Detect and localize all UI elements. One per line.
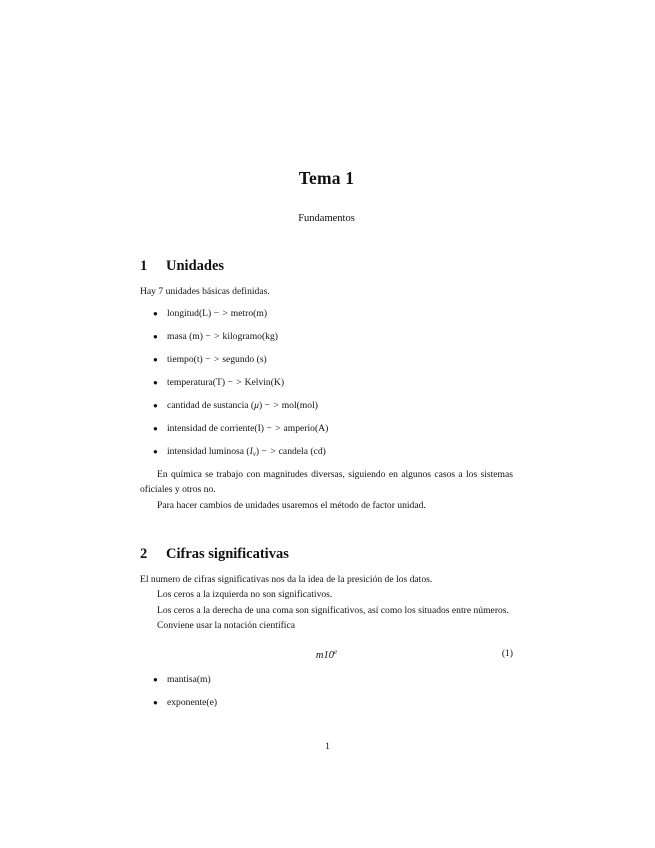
bullet-icon: ● bbox=[153, 377, 158, 387]
bullet-icon: ● bbox=[153, 446, 158, 456]
unit-value: Kelvin(K) bbox=[244, 376, 285, 388]
section-heading-cifras-significativas bbox=[140, 546, 513, 563]
arrow-symbol: − > bbox=[261, 445, 277, 457]
list-item bbox=[140, 308, 513, 320]
unit-name: tiempo(t) bbox=[167, 353, 203, 365]
document-content bbox=[140, 168, 513, 709]
bullet-icon: ● bbox=[153, 331, 158, 341]
bullet-icon: ● bbox=[153, 698, 158, 708]
luminous-intensity-symbol: I bbox=[249, 445, 253, 457]
notation-part-label: exponente(e) bbox=[167, 697, 218, 709]
list-item bbox=[140, 446, 513, 458]
bullet-icon: ● bbox=[153, 423, 158, 433]
page-subtitle: Fundamentos bbox=[298, 213, 355, 224]
equation-expression bbox=[140, 648, 513, 663]
list-item bbox=[140, 377, 513, 389]
arrow-symbol: − > bbox=[266, 422, 282, 434]
section-number: 2 bbox=[140, 545, 148, 562]
unit-name: intensidad de corriente(I) bbox=[167, 422, 264, 434]
unit-value: metro(m) bbox=[230, 307, 268, 319]
section-2-paragraph-3: Los ceros a la derecha de una coma son significativos, así como los situados entre números. bbox=[157, 604, 509, 616]
unit-value: segundo (s) bbox=[222, 353, 267, 365]
unit-value: candela (cd) bbox=[278, 445, 326, 457]
page-number: 1 bbox=[325, 741, 330, 752]
section-1-intro: Hay 7 unidades básicas definidas. bbox=[140, 285, 270, 297]
notation-part-label: mantisa(m) bbox=[167, 674, 211, 686]
section-title: Cifras significativas bbox=[166, 545, 289, 562]
list-item bbox=[140, 331, 513, 343]
equation-exponent: e bbox=[333, 648, 338, 657]
unit-name: temperatura(T) bbox=[167, 376, 226, 388]
section-2-paragraph-2: Los ceros a la izquierda no son significativos. bbox=[157, 589, 333, 601]
mu-symbol: μ bbox=[254, 399, 259, 411]
equation-base: 10 bbox=[323, 650, 334, 662]
section-number: 1 bbox=[140, 257, 148, 274]
list-item bbox=[140, 423, 513, 435]
bullet-icon: ● bbox=[153, 400, 158, 410]
arrow-symbol: − > bbox=[205, 353, 220, 365]
bullet-icon: ● bbox=[153, 675, 158, 685]
unit-value: kilogramo(kg) bbox=[222, 330, 278, 342]
section-2-paragraph-1: El numero de cifras significativas nos da la idea de la presición de los datos. bbox=[140, 573, 433, 585]
arrow-symbol: − > bbox=[213, 307, 229, 319]
unit-name: longitud(L) bbox=[167, 307, 212, 319]
arrow-symbol: − > bbox=[205, 330, 221, 342]
section-2-paragraph-4: Conviene usar la notación científica bbox=[157, 620, 295, 632]
unit-name: intensidad luminosa $(I_v)$ bbox=[167, 445, 260, 458]
unit-value: amperio(A) bbox=[283, 422, 329, 434]
section-heading-unidades bbox=[140, 258, 513, 275]
base-units-list bbox=[140, 308, 513, 458]
arrow-symbol: − > bbox=[264, 399, 280, 411]
section-title: Unidades bbox=[166, 257, 225, 274]
luminous-intensity-subscript: v bbox=[252, 449, 256, 458]
list-item bbox=[140, 354, 513, 366]
arrow-symbol: − > bbox=[227, 376, 243, 388]
list-item bbox=[140, 674, 513, 686]
section-1-paragraph-2: Para hacer cambios de unidades usaremos el método de factor unidad. bbox=[157, 499, 426, 511]
unit-name: cantidad de sustancia (μ) bbox=[167, 399, 263, 411]
section-1-paragraph-1: En química se trabajo con magnitudes diversas, siguiendo en algunos casos a los sistemas oficiales y otros no. bbox=[140, 468, 513, 496]
equation-mantissa: m bbox=[315, 650, 324, 662]
bullet-icon: ● bbox=[153, 354, 158, 364]
bullet-icon: ● bbox=[153, 308, 158, 318]
equation-number: (1) bbox=[501, 648, 513, 660]
scientific-notation-parts-list bbox=[140, 674, 513, 709]
unit-name: masa (m) bbox=[167, 330, 203, 342]
list-item bbox=[140, 400, 513, 412]
equation-block bbox=[140, 648, 513, 666]
unit-value: mol(mol) bbox=[281, 399, 318, 411]
page-title: Tema 1 bbox=[298, 168, 355, 188]
list-item bbox=[140, 697, 513, 709]
